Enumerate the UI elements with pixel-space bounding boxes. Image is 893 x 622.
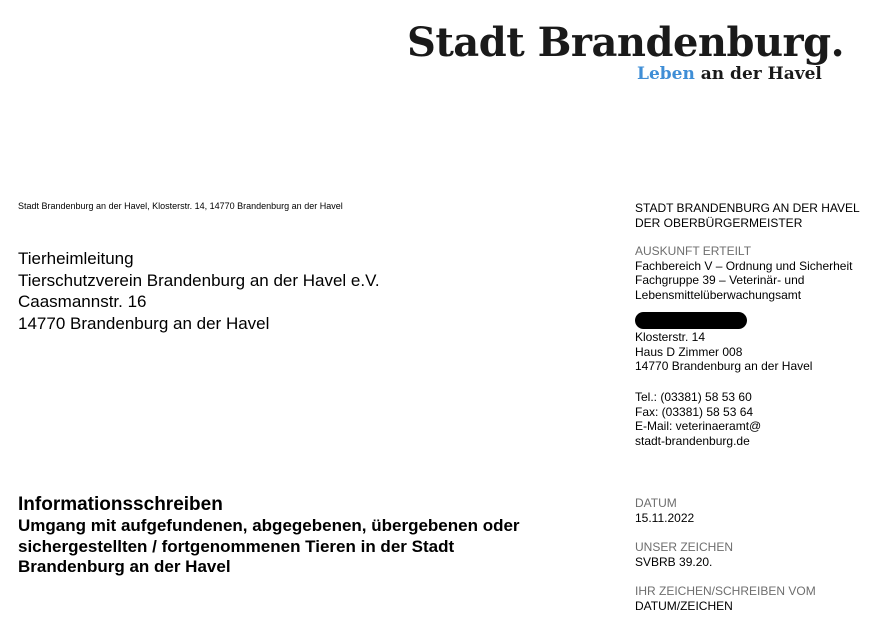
your-reference-value: DATUM/ZEICHEN — [635, 598, 733, 613]
subject-block — [18, 493, 588, 578]
logo-tagline-rest: an der Havel — [694, 64, 822, 84]
address-line: Haus D Zimmer 008 — [635, 344, 743, 359]
org-line: DER OBERBÜRGERMEISTER — [635, 215, 803, 230]
info-label: AUSKUNFT ERTEILT — [635, 244, 752, 258]
info-line: Fachbereich V – Ordnung und Sicherheit — [635, 258, 853, 273]
date-block — [635, 496, 694, 525]
logo-title: Stadt Brandenburg. — [406, 19, 844, 66]
logo-tagline-highlight: Leben — [637, 64, 695, 84]
office-address-block — [635, 312, 812, 374]
info-line: Fachgruppe 39 – Veterinär- und — [635, 273, 805, 287]
phone-email-block — [635, 390, 761, 448]
organization-block — [635, 201, 860, 230]
recipient-line: 14770 Brandenburg an der Havel — [18, 313, 270, 333]
recipient-address — [18, 248, 380, 334]
recipient-line: Tierschutzverein Brandenburg an der Havel e.V. — [18, 270, 380, 290]
date-value: 15.11.2022 — [635, 510, 695, 525]
city-logo — [406, 18, 874, 88]
contact-line: E-Mail: veterinaeramt@ — [635, 419, 762, 433]
contact-info-block — [635, 244, 852, 302]
our-reference-label: UNSER ZEICHEN — [635, 540, 734, 554]
address-line: Klosterstr. 14 — [635, 330, 706, 344]
sender-return-address: Stadt Brandenburg an der Havel, Klosterstr. 14, 14770 Brandenburg an der Havel — [18, 201, 343, 211]
subject-title: Informationsschreiben — [18, 494, 223, 515]
contact-line: Fax: (03381) 58 53 64 — [635, 404, 754, 419]
our-reference-value: SVBRB 39.20. — [635, 554, 713, 569]
contact-line: stadt-brandenburg.de — [635, 433, 750, 448]
contact-line: Tel.: (03381) 58 53 60 — [635, 390, 752, 404]
info-line: Lebensmittelüberwachungsamt — [635, 287, 802, 302]
org-line: STADT BRANDENBURG AN DER HAVEL — [635, 201, 860, 215]
subject-line: Brandenburg an der Havel — [18, 557, 231, 576]
your-reference-label: IHR ZEICHEN/SCHREIBEN VOM — [635, 584, 816, 598]
recipient-line: Caasmannstr. 16 — [18, 292, 147, 311]
date-label: DATUM — [635, 496, 677, 510]
your-reference-block — [635, 584, 816, 613]
logo-tagline — [637, 63, 822, 85]
our-reference-block — [635, 540, 733, 569]
address-line: 14770 Brandenburg an der Havel — [635, 359, 813, 373]
recipient-line: Tierheimleitung — [18, 249, 134, 268]
subject-line: sichergestellten / fortgenommenen Tieren in der Stadt — [18, 536, 455, 556]
subject-line: Umgang mit aufgefundenen, abgegebenen, übergebenen oder — [18, 516, 520, 535]
redacted-name — [635, 312, 747, 329]
